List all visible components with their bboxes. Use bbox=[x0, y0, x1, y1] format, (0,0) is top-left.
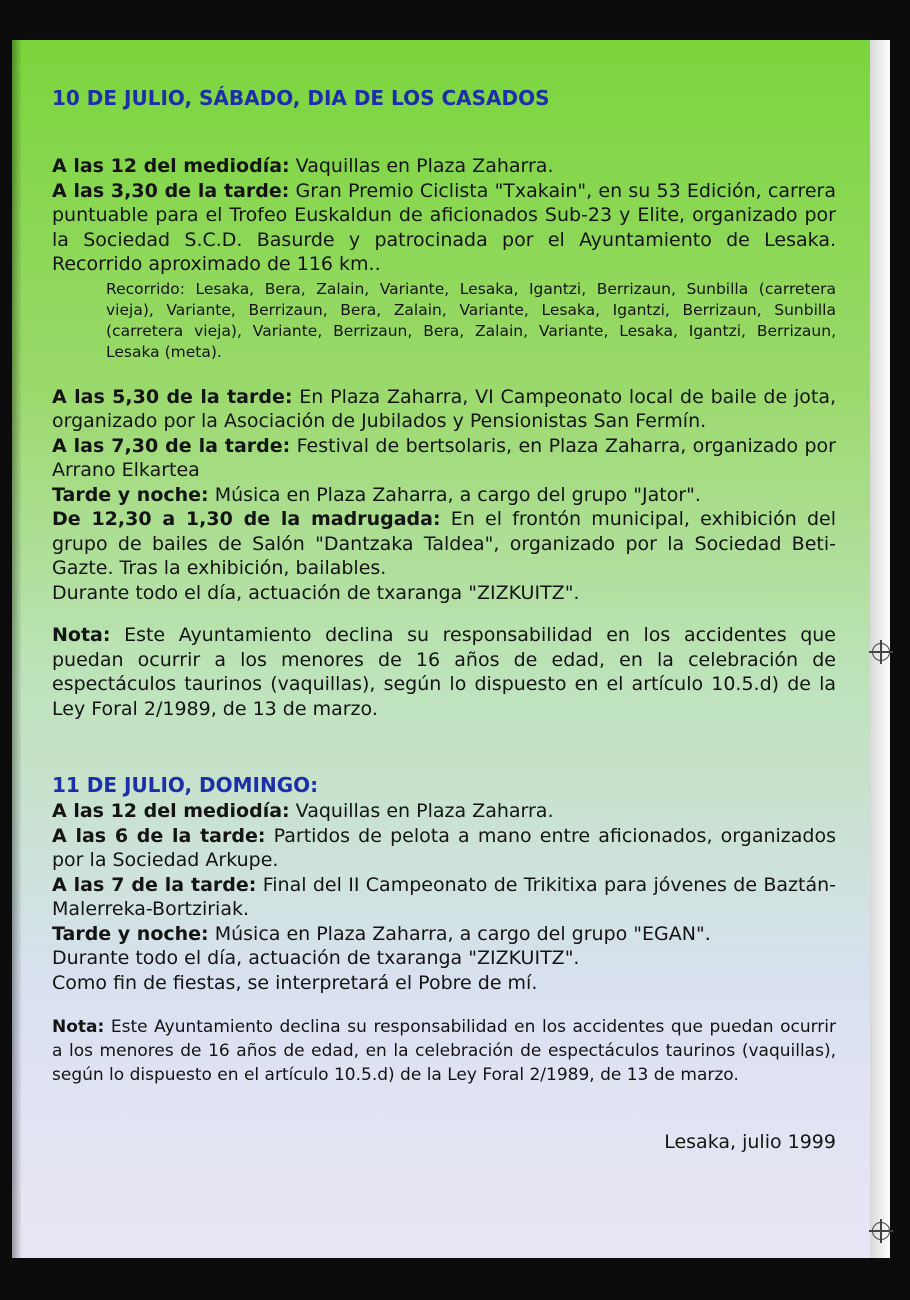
note-text: Este Ayuntamiento declina su responsabilidad en los accidentes que puedan ocurrir a los menores de 16 años de edad, en la celebración de espectáculos taurinos (vaquillas), según lo dispuesto en el artículo 10.5.d) de la Ley Foral 2/1989, de 13 de marzo. bbox=[52, 624, 836, 720]
note-label: Nota: bbox=[52, 1017, 105, 1037]
day2-event-6: Como fin de fiestas, se interpretará el Pobre de mí. bbox=[52, 971, 538, 994]
event-time: A las 7,30 de la tarde: bbox=[52, 434, 291, 457]
day2-heading: 11 DE JULIO, DOMINGO: bbox=[52, 773, 319, 797]
event-time: A las 12 del mediodía: bbox=[52, 800, 290, 822]
event-text: Vaquillas en Plaza Zaharra. bbox=[289, 800, 554, 822]
event-time: A las 7 de la tarde: bbox=[52, 873, 257, 896]
event-text: Vaquillas en Plaza Zaharra. bbox=[289, 155, 554, 177]
day1-event-6 bbox=[52, 507, 836, 581]
event-time: Tarde y noche: bbox=[52, 922, 209, 945]
event-text: En el frontón municipal, exhibición del grupo de bailes de Salón "Dantzaka Taldea", organizado por la Sociedad Beti-Gazte. Tras la exhibición, bailables. bbox=[52, 508, 836, 579]
event-time: De 12,30 a 1,30 de la madrugada: bbox=[52, 508, 441, 530]
day1-event-1 bbox=[52, 154, 836, 179]
day2-note bbox=[52, 1015, 836, 1087]
event-time: A las 6 de la tarde: bbox=[52, 824, 266, 847]
event-text: Música en Plaza Zaharra, a cargo del grupo "Jator". bbox=[208, 483, 701, 506]
event-text: Final del II Campeonato de Trikitixa para jóvenes de Baztán-Malerreka-Bortziriak. bbox=[52, 873, 836, 920]
event-time: A las 12 del mediodía: bbox=[52, 155, 290, 177]
event-time: A las 5,30 de la tarde: bbox=[52, 385, 293, 408]
event-time: Tarde y noche: bbox=[52, 483, 209, 506]
binding-shadow bbox=[12, 40, 22, 1258]
day1-note bbox=[52, 623, 836, 721]
note-label: Nota: bbox=[52, 624, 111, 646]
page-content bbox=[52, 80, 836, 1155]
day1-event-2 bbox=[52, 179, 836, 277]
place-date-signature: Lesaka, julio 1999 bbox=[664, 1131, 836, 1153]
event-time: A las 3,30 de la tarde: bbox=[52, 179, 290, 202]
note-text: Este Ayuntamiento declina su responsabilidad en los accidentes que puedan ocurrir a los menores de 16 años de edad, en la celebración de espectáculos taurinos (vaquillas), según lo dispuesto en el artículo 10.5.d) de la Ley Foral 2/1989, de 13 de marzo. bbox=[52, 1017, 836, 1085]
document-page bbox=[12, 40, 882, 1258]
day1-event-4 bbox=[52, 434, 836, 483]
event-text: Festival de bertsolaris, en Plaza Zaharra, organizado por Arrano Elkartea bbox=[52, 434, 836, 481]
day1-heading: 10 DE JULIO, SÁBADO, DIA DE LOS CASADOS bbox=[52, 86, 550, 110]
day2-event-2 bbox=[52, 824, 836, 873]
day1-event-3 bbox=[52, 385, 836, 434]
registration-mark-icon bbox=[872, 1222, 890, 1240]
event-text: Gran Premio Ciclista "Txakain", en su 53 Edición, carrera puntuable para el Trofeo Euskaldun de aficionados Sub-23 y Elite, organizado por la Sociedad S.C.D. Basurde y patrocinada por el Ayuntamiento de Lesaka. Recorrido aproximado de 116 km.. bbox=[52, 179, 836, 275]
day1-event-5 bbox=[52, 483, 836, 508]
event-text: Música en Plaza Zaharra, a cargo del grupo "EGAN". bbox=[208, 922, 711, 945]
day2-event-5: Durante todo el día, actuación de txaranga "ZIZKUITZ". bbox=[52, 947, 580, 969]
day2-event-3 bbox=[52, 873, 836, 922]
day1-event-7: Durante todo el día, actuación de txaranga "ZIZKUITZ". bbox=[52, 581, 580, 604]
registration-mark-icon bbox=[872, 643, 890, 661]
event-text: En Plaza Zaharra, VI Campeonato local de baile de jota, organizado por la Asociación de Jubilados y Pensionistas San Fermín. bbox=[52, 385, 836, 432]
event-text: Partidos de pelota a mano entre aficionados, organizados por la Sociedad Arkupe. bbox=[52, 824, 836, 871]
route-description: Recorrido: Lesaka, Bera, Zalain, Variante, Lesaka, Igantzi, Berrizaun, Sunbilla (carretera vieja), Variante, Berrizaun, Bera, Zalain, Variante, Lesaka, Igantzi, Berrizaun, Sunbilla (carretera vieja), Variante, Berrizaun, Bera, Zalain, Variante, Lesaka, Igantzi, Berrizaun, Lesaka (meta). bbox=[106, 279, 836, 361]
day2-event-4 bbox=[52, 922, 836, 947]
day2-event-1 bbox=[52, 799, 836, 824]
